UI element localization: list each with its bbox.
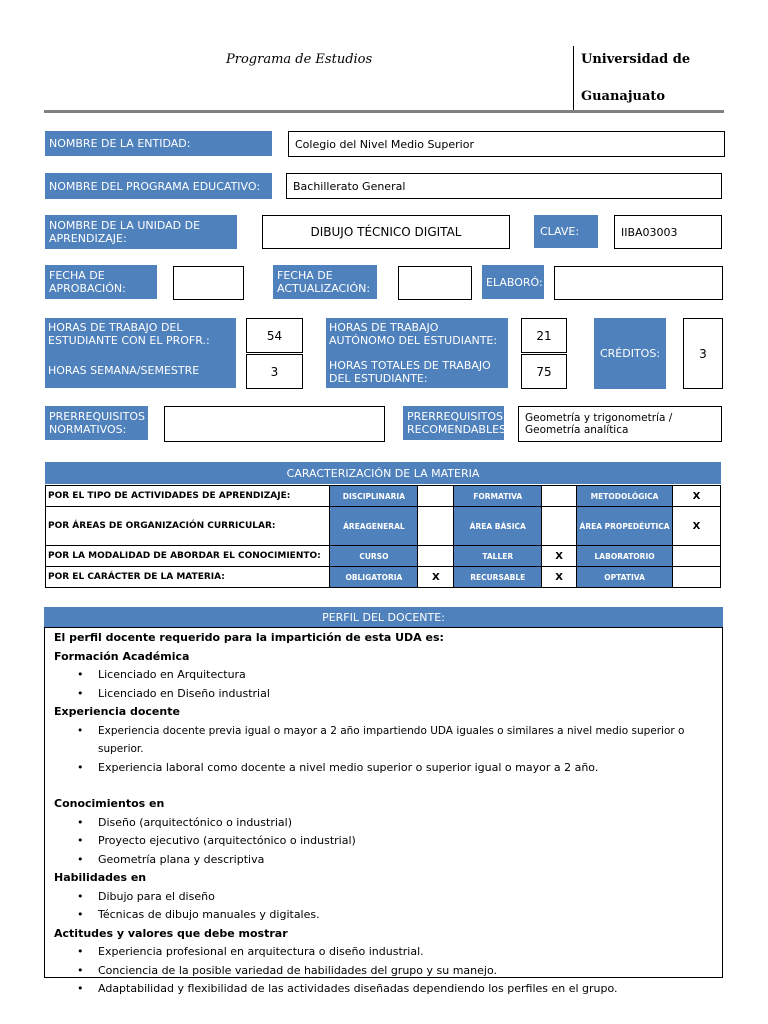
row-label: POR ÁREAS DE ORGANIZACIÓN CURRICULAR: (46, 507, 330, 546)
mark-cell: X (418, 567, 454, 588)
clave-value: IIBA03003 (614, 215, 722, 249)
entidad-value: Colegio del Nivel Medio Superior (288, 131, 725, 157)
university-name-line1: Universidad de (581, 52, 691, 67)
mark-cell: X (673, 486, 721, 507)
option-cell: OBLIGATORIA (330, 567, 418, 588)
list-item: • Proyecto ejecutivo (arquitectónico o industrial) (54, 832, 713, 851)
horas-semana-label: HORAS SEMANA/SEMESTRE (48, 364, 200, 377)
mark-cell: X (542, 567, 577, 588)
option-cell: ÁREA BÁSICA (454, 507, 542, 546)
mark-cell (418, 507, 454, 546)
row-label: POR LA MODALIDAD DE ABORDAR EL CONOCIMIENTO: (46, 546, 330, 567)
option-cell: ÁREAGENERAL (330, 507, 418, 546)
horas-profr-value: 54 (246, 318, 303, 353)
conocimientos-heading: Conocimientos en (54, 797, 165, 810)
option-cell: CURSO (330, 546, 418, 567)
entidad-label: NOMBRE DE LA ENTIDAD: (45, 131, 272, 156)
document-title: Programa de Estudios (226, 52, 373, 67)
creditos-value: 3 (683, 318, 723, 389)
list-item: • Licenciado en Diseño industrial (54, 685, 713, 704)
list-item: • Geometría plana y descriptiva (54, 851, 713, 870)
horas-totales-label: HORAS TOTALES DE TRABAJO DEL ESTUDIANTE: (329, 359, 491, 385)
horas-profr-label-text: HORAS DE TRABAJO DEL ESTUDIANTE CON EL PROFR.: (48, 321, 210, 347)
perfil-body (44, 627, 723, 995)
option-cell: RECURSABLE (454, 567, 542, 588)
mark-cell (418, 546, 454, 567)
unidad-label: NOMBRE DE LA UNIDAD DE APRENDIZAJE: (45, 215, 237, 249)
prereq-normativos-label: PRERREQUISITOS NORMATIVOS: (45, 406, 148, 440)
aprobacion-value (173, 266, 244, 300)
list-item: • Adaptabilidad y flexibilidad de las actividades diseñadas dependiendo los perfiles en el grupo. (54, 980, 713, 999)
mark-cell (418, 486, 454, 507)
caracterizacion-title: CARACTERIZACIÓN DE LA MATERIA (45, 462, 721, 484)
actitudes-heading: Actitudes y valores que debe mostrar (54, 926, 288, 940)
habilidades-heading: Habilidades en (54, 871, 147, 884)
row-label: POR EL CARÁCTER DE LA MATERIA: (46, 567, 330, 588)
option-cell: TALLER (454, 546, 542, 567)
actualizacion-label: FECHA DE ACTUALIZACIÓN: (273, 265, 377, 299)
list-item: • Conciencia de la posible variedad de habilidades del grupo y su manejo. (54, 962, 713, 981)
list-item: • Técnicas de dibujo manuales y digitales. (54, 906, 713, 925)
formacion-heading: Formación Académica (54, 649, 190, 663)
option-cell: FORMATIVA (454, 486, 542, 507)
horas-autonomo-label-text: HORAS DE TRABAJO AUTÓNOMO DEL ESTUDIANTE: (329, 321, 498, 347)
perfil-title: PERFIL DEL DOCENTE: (44, 607, 723, 627)
unidad-value: DIBUJO TÉCNICO DIGITAL (262, 215, 510, 249)
mark-cell (542, 507, 577, 546)
table-row (46, 567, 721, 588)
programa-label: NOMBRE DEL PROGRAMA EDUCATIVO: (45, 173, 272, 199)
mark-cell (542, 486, 577, 507)
option-cell: METODOLÓGICA (577, 486, 673, 507)
option-cell: LABORATORIO (577, 546, 673, 567)
mark-cell (673, 546, 721, 567)
list-item: • Experiencia laboral como docente a nivel medio superior o superior igual o mayor a 2 año. (54, 759, 713, 778)
aprobacion-label: FECHA DE APROBACIÓN: (45, 265, 157, 299)
mark-cell: X (542, 546, 577, 567)
university-name-line2: Guanajuato (581, 89, 666, 104)
experiencia-heading: Experiencia docente (54, 705, 180, 718)
header-divider (44, 110, 724, 113)
list-item: • Experiencia docente previa igual o mayor a 2 año impartiendo UDA iguales o similares a nivel medio superior o superior. (54, 722, 713, 759)
horas-profr-label (45, 318, 236, 388)
horas-autonomo-label (326, 318, 508, 388)
option-cell: OPTATIVA (577, 567, 673, 588)
horas-autonomo-value: 21 (521, 318, 567, 353)
creditos-label: CRÉDITOS: (594, 318, 666, 389)
list-item: • Experiencia profesional en arquitectura o diseño industrial. (54, 943, 713, 962)
table-row (46, 486, 721, 507)
elaboro-label: ELABORÓ: (482, 265, 544, 299)
list-item: • Dibujo para el diseño (54, 888, 713, 907)
caracterizacion-table (45, 485, 721, 588)
option-cell: DISCIPLINARIA (330, 486, 418, 507)
row-label: POR EL TIPO DE ACTIVIDADES DE APRENDIZAJE: (46, 486, 330, 507)
prereq-recomendables-value: Geometría y trigonometría / Geometría analítica (518, 406, 722, 442)
spacer (54, 777, 713, 795)
list-item: • Diseño (arquitectónico o industrial) (54, 814, 713, 833)
table-row (46, 507, 721, 546)
perfil-intro: El perfil docente requerido para la impartición de esta UDA es: (54, 631, 444, 644)
elaboro-value (554, 266, 723, 300)
table-row (46, 546, 721, 567)
actualizacion-value (398, 266, 472, 300)
clave-label: CLAVE: (534, 215, 598, 248)
prereq-recomendables-label: PRERREQUISITOS RECOMENDABLES: (403, 406, 504, 440)
header-divider-vertical (573, 46, 574, 112)
option-cell: ÁREA PROPEDÉUTICA (577, 507, 673, 546)
horas-totales-value: 75 (521, 354, 567, 389)
mark-cell: X (673, 507, 721, 546)
list-item: • Licenciado en Arquitectura (54, 666, 713, 685)
programa-value: Bachillerato General (286, 173, 722, 199)
prereq-normativos-value (164, 406, 385, 442)
mark-cell (673, 567, 721, 588)
horas-semana-value: 3 (246, 354, 303, 389)
